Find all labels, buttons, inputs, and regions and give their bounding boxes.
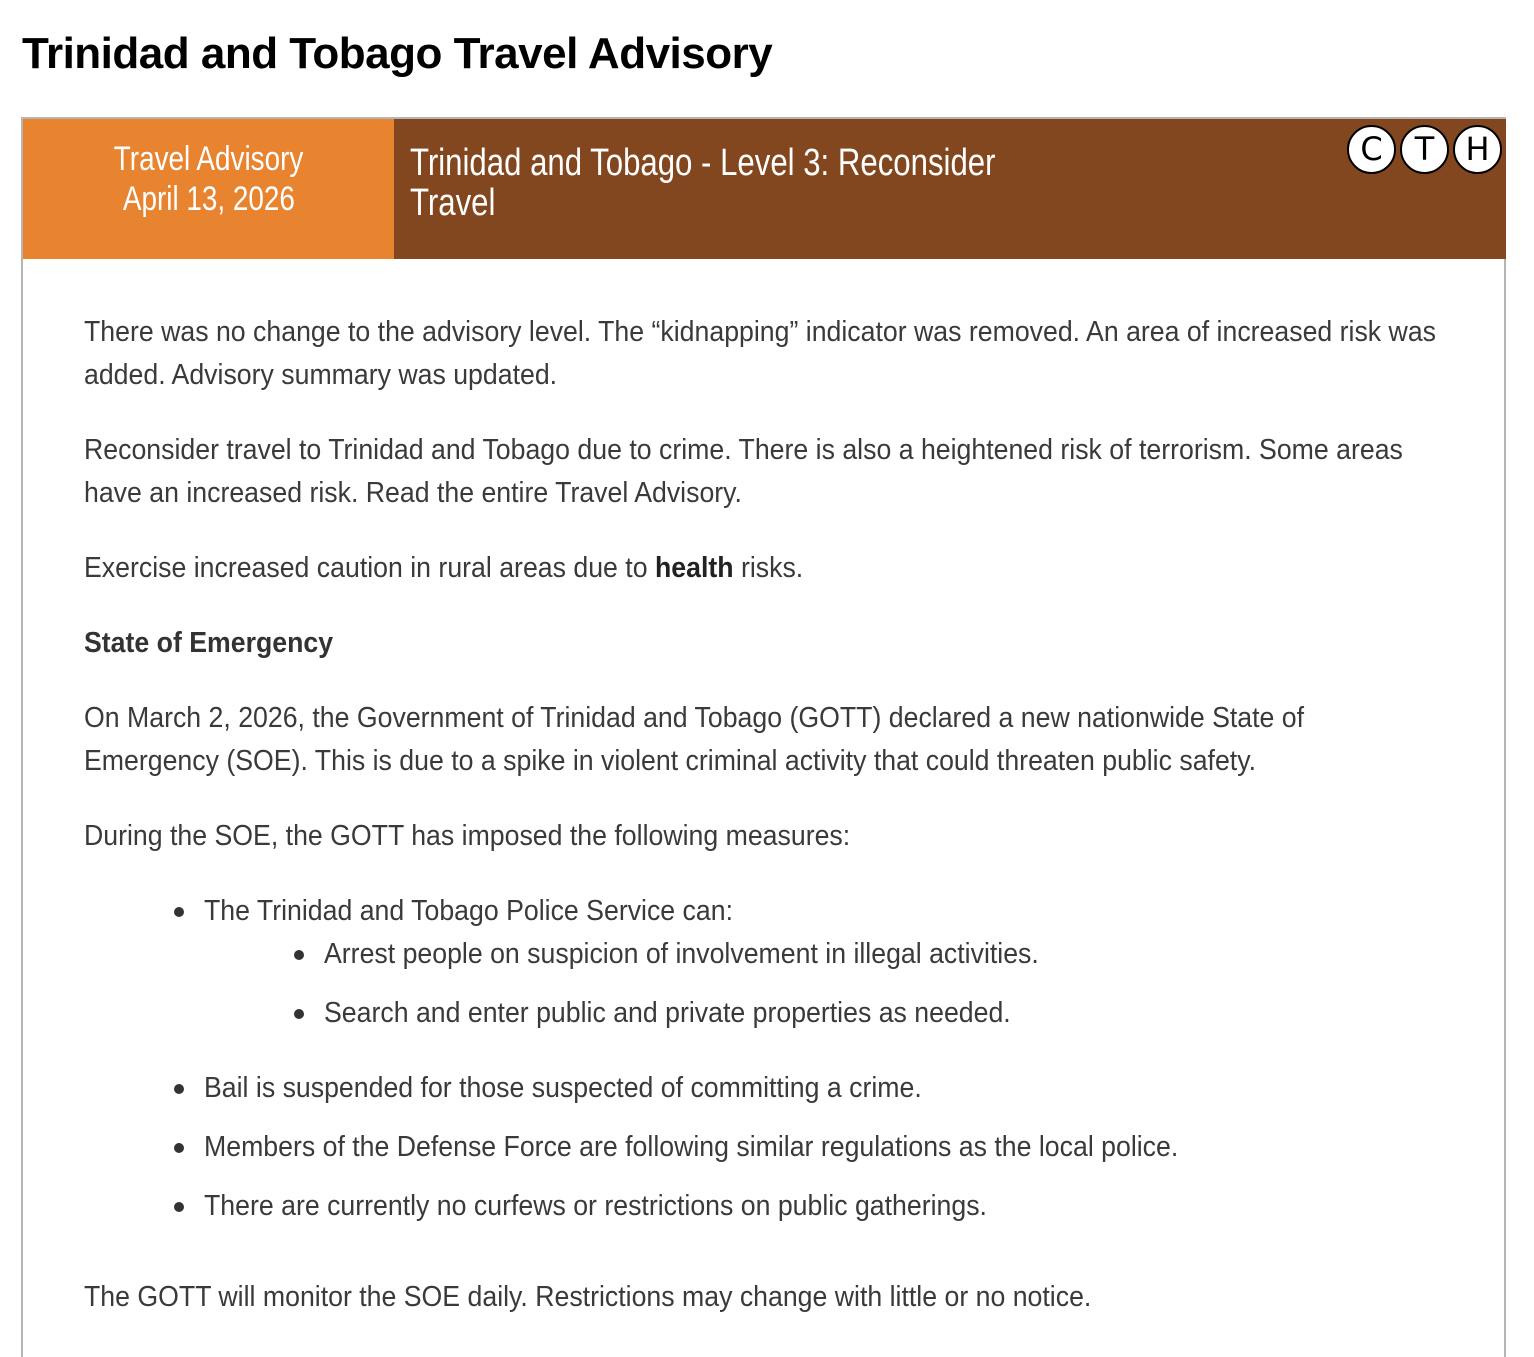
health-indicator-icon[interactable]: H: [1453, 125, 1502, 174]
bullet-icon: [174, 907, 184, 917]
bullet-icon: [294, 950, 304, 960]
list-item: [204, 1126, 1444, 1169]
advisory-banner: [23, 119, 1506, 259]
list-item: [324, 933, 1444, 976]
measure-curfews: There are currently no curfews or restrictions on public gatherings.: [204, 1190, 987, 1222]
health-link[interactable]: health: [654, 552, 734, 584]
measures-intro: During the SOE, the GOTT has imposed the following measures:: [84, 820, 851, 852]
advisory-label: Travel Advisory: [113, 140, 304, 178]
police-power-arrest: Arrest people on suspicion of involvement in illegal activities.: [324, 938, 1039, 970]
health-caution: [84, 547, 1444, 590]
bullet-icon: [294, 1009, 304, 1019]
measure-police: The Trinidad and Tobago Police Service can:: [204, 895, 733, 927]
advisory-headline: Trinidad and Tobago - Level 3: Reconsider Travel: [410, 142, 996, 224]
list-item: [204, 1067, 1444, 1110]
risk-indicators: [1343, 125, 1502, 174]
advisory-card: [21, 117, 1506, 1357]
measure-bail: Bail is suspended for those suspected of committing a crime.: [204, 1072, 922, 1104]
bullet-icon: [174, 1084, 184, 1094]
crime-indicator-icon[interactable]: C: [1347, 125, 1396, 174]
advisory-content: [84, 311, 1444, 1351]
bullet-icon: [174, 1202, 184, 1212]
section-heading-state-of-emergency: State of Emergency: [84, 627, 334, 659]
health-caution-suffix: risks.: [733, 552, 804, 584]
soe-declaration: On March 2, 2026, the Government of Trinidad and Tobago (GOTT) declared a new nationwide State of Emergency (SOE). This is due to a spike in violent criminal activity that could threaten public safety.: [84, 702, 1305, 777]
list-item: [204, 1185, 1444, 1228]
update-summary: There was no change to the advisory level. The “kidnapping” indicator was removed. An area of increased risk was added. Advisory summary was updated.: [84, 316, 1437, 391]
advisory-date-block: [23, 119, 394, 259]
advisory-level-title: [410, 143, 1110, 223]
measures-list: [84, 890, 1444, 1228]
police-power-search: Search and enter public and private properties as needed.: [324, 997, 1011, 1029]
list-item: [324, 992, 1444, 1035]
list-item: [204, 890, 1444, 1035]
advisory-date: April 13, 2026: [122, 180, 295, 218]
bullet-icon: [174, 1143, 184, 1153]
measure-defense-force: Members of the Defense Force are following similar regulations as the local police.: [204, 1131, 1179, 1163]
soe-monitoring-note: The GOTT will monitor the SOE daily. Restrictions may change with little or no notice.: [84, 1281, 1092, 1313]
advisory-summary: Reconsider travel to Trinidad and Tobago due to crime. There is also a heightened risk of terrorism. Some areas have an increased risk. Read the entire Travel Advisory.: [84, 434, 1403, 509]
health-caution-prefix: Exercise increased caution in rural areas due to: [84, 552, 655, 584]
terrorism-indicator-icon[interactable]: T: [1400, 125, 1449, 174]
page-title: Trinidad and Tobago Travel Advisory: [22, 29, 773, 78]
police-powers-list: [204, 933, 1444, 1035]
